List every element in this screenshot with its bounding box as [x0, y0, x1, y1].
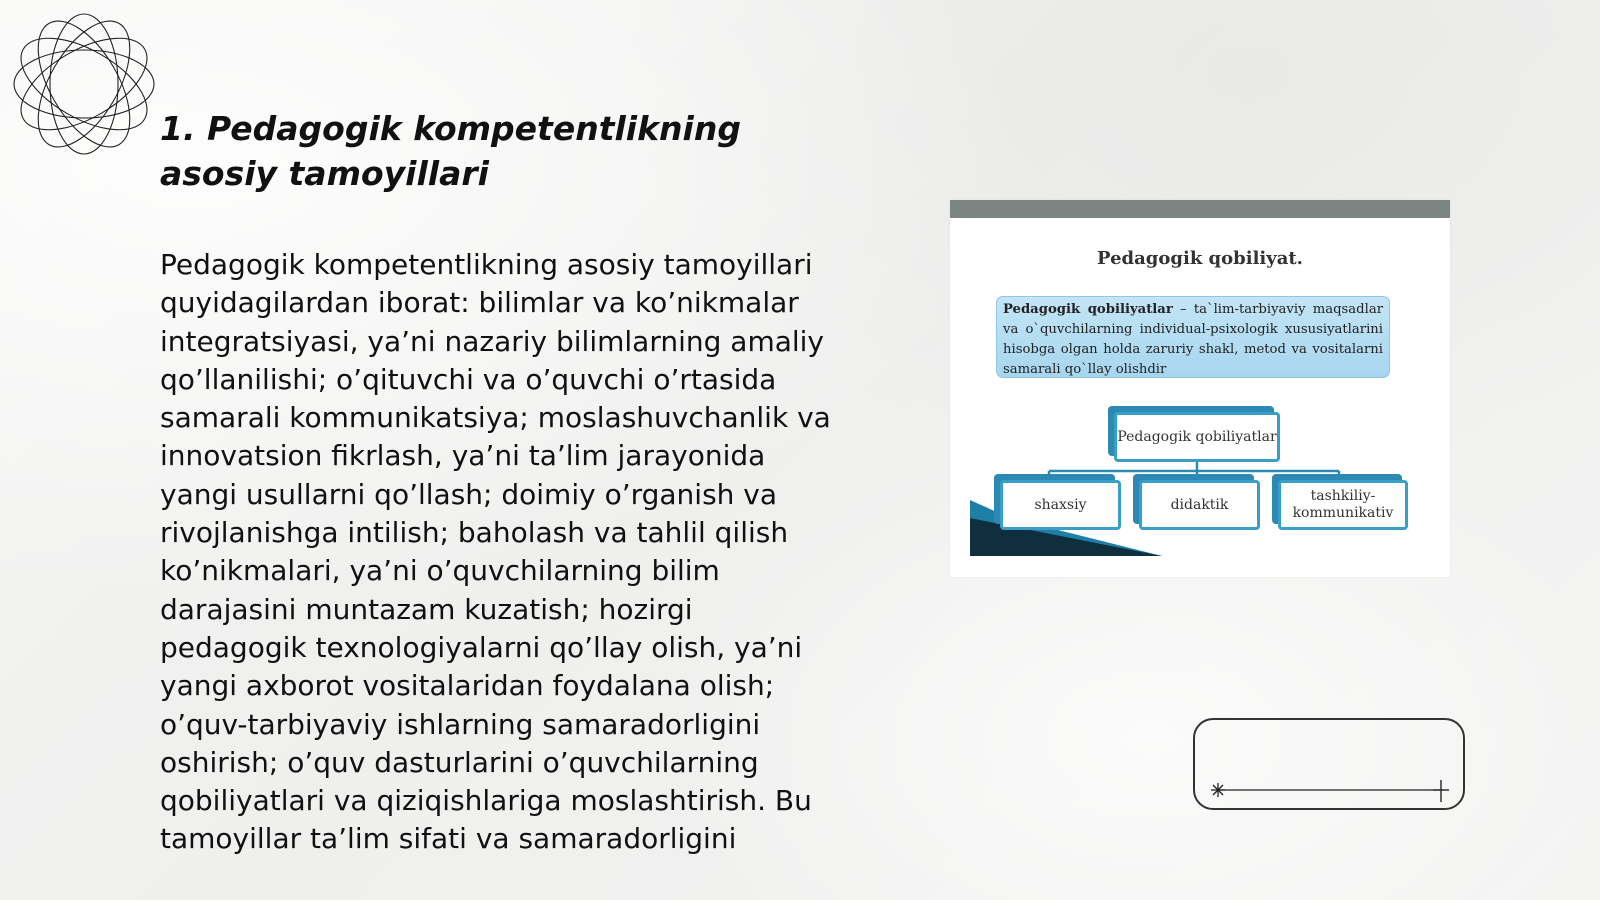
definition-text: – ta`lim-tarbiyaviy maqsadlar va o`quvchilarning individual-psixologik xususiyatlarini hisobga olgan holda zaruriy shakl, metod va vositalarni samarali qo`llay olishdir — [1003, 302, 1383, 377]
pedagogical-ability-diagram-image — [950, 200, 1450, 577]
diagram-node-organizational — [1278, 480, 1408, 530]
definition-term: Pedagogik qobiliyatlar — [1003, 302, 1173, 317]
decorative-frame — [1193, 718, 1465, 810]
diagram-root-node: Pedagogik qobiliyatlar — [1114, 412, 1280, 462]
diagram-node-didactic: didaktik — [1139, 480, 1260, 530]
diagram-node-organizational-label: tashkiliy-kommunikativ — [1292, 488, 1394, 521]
diagram-title: Pedagogik qobiliyat. — [1097, 248, 1303, 269]
slide-title: 1. Pedagogik kompetentlikning asosiy tamoyillari — [160, 109, 741, 193]
diagram-node-personal: shaxsiy — [1000, 480, 1121, 530]
spirograph-ornament-icon — [10, 10, 158, 158]
decorative-line-icon — [1195, 720, 1467, 812]
slide-body-text: Pedagogik kompetentlikning asosiy tamoyillari quyidagilardan iborat: bilimlar va ko’nikmalar integratsiyasi, ya’ni nazariy bilimlarning amaliy qo’llanilishi; o’qituvchi va o’quvchi o’rtasida samarali kommunikatsiya; moslashuvchanlik va innovatsion fikrlash, ya’ni ta’lim jarayonida yangi usullarni qo’llash; doimiy o’rganish va rivojlanishga intilish; baholash va tahlil qilish ko’nikmalari, ya’ni o’quvchilarning bilim darajasini muntazam kuzatish; hozirgi pedagogik texnologiyalarni qo’llay olish, ya’ni yangi axborot vositalaridan foydalana olish; o’quv-tarbiyaviy ishlarning samaradorligini oshirish; o’quv dasturlarini o’quvchilarning qobiliyatlari va qiziqishlariga moslashtirish. Bu tamoyillar ta’lim sifati va samaradorligini — [160, 248, 831, 856]
